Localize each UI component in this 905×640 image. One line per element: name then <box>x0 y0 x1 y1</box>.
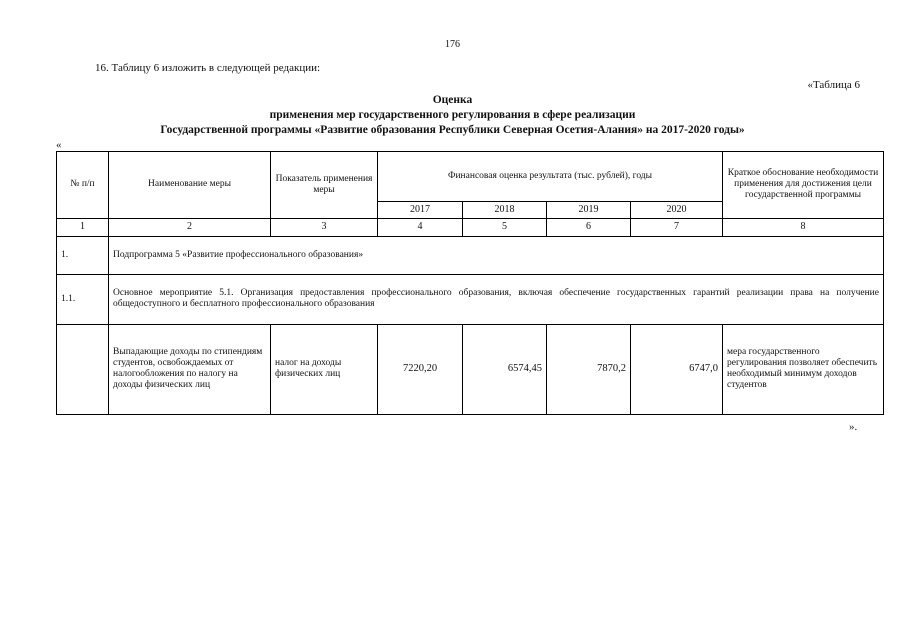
close-quote: ». <box>849 421 858 433</box>
data-row-num <box>57 324 109 414</box>
subprogram-text: Подпрограмма 5 «Развитие профессионального образования» <box>109 236 884 274</box>
page-number: 176 <box>445 39 460 50</box>
header-finance: Финансовая оценка результата (тыс. рублей), годы <box>378 152 723 202</box>
header-measure: Наименование меры <box>109 152 271 219</box>
column-number: 8 <box>723 218 884 236</box>
value-2019: 7870,2 <box>547 324 631 414</box>
intro-text: 16. Таблицу 6 изложить в следующей редакции: <box>95 62 321 74</box>
main-event-num: 1.1. <box>57 274 109 324</box>
subprogram-row <box>57 236 884 274</box>
column-number: 5 <box>463 218 547 236</box>
column-number: 7 <box>631 218 723 236</box>
main-event-row <box>57 274 884 324</box>
column-number: 1 <box>57 218 109 236</box>
title-line-1: Оценка <box>432 94 473 106</box>
header-indicator: Показатель применения меры <box>271 152 378 219</box>
value-2017: 7220,20 <box>378 324 463 414</box>
data-row <box>57 324 884 414</box>
indicator-name: налог на доходы физических лиц <box>271 324 378 414</box>
subprogram-num: 1. <box>57 236 109 274</box>
header-justification: Краткое обоснование необходимости применения для достижения цели государственной программы <box>723 152 884 219</box>
measure-name: Выпадающие доходы по стипендиям студентов, освобождаемых от налогообложения по налогу на доходы физических лиц <box>109 324 271 414</box>
header-year: 2020 <box>631 202 723 219</box>
column-number: 3 <box>271 218 378 236</box>
column-number: 2 <box>109 218 271 236</box>
column-number-row <box>57 218 884 236</box>
value-2018: 6574,45 <box>463 324 547 414</box>
measures-table <box>56 151 884 415</box>
header-year: 2019 <box>547 202 631 219</box>
column-number: 6 <box>547 218 631 236</box>
header-row <box>57 152 884 202</box>
justification-text: мера государственного регулирования позволяет обеспечить необходимый минимум доходов студентов <box>723 324 884 414</box>
column-number: 4 <box>378 218 463 236</box>
title-line-2: применения мер государственного регулирования в сфере реализации <box>269 109 636 121</box>
open-quote: « <box>56 139 62 151</box>
title-line-3: Государственной программы «Развитие образования Республики Северная Осетия-Алания» на 2017-2020 годы» <box>160 124 745 136</box>
main-event-text: Основное мероприятие 5.1. Организация предоставления профессионального образования, включая обеспечение государственных гарантий реализации права на получение общедоступного и бесплатного профессионального образования <box>109 274 884 324</box>
table-reference: «Таблица 6 <box>807 79 860 91</box>
value-2020: 6747,0 <box>631 324 723 414</box>
header-year: 2018 <box>463 202 547 219</box>
header-year: 2017 <box>378 202 463 219</box>
header-num: № п/п <box>57 152 109 219</box>
